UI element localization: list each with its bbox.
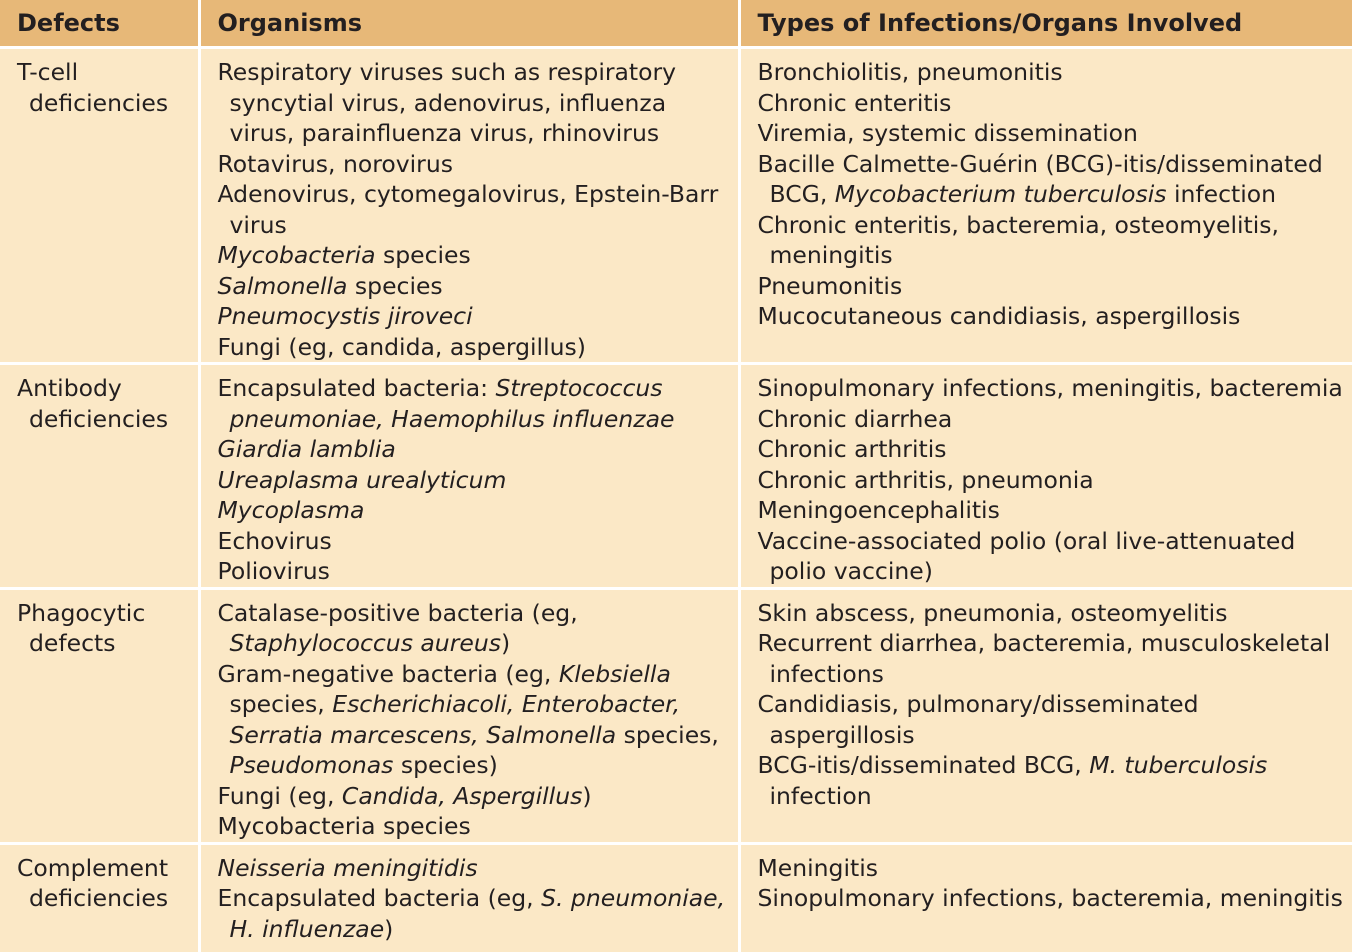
infection-line: [758, 434, 1345, 465]
infection-line: [758, 689, 1345, 750]
infection-cell: [739, 588, 1352, 843]
defect-label-line: deficiencies: [17, 883, 190, 914]
organism-line: [218, 179, 730, 240]
text-segment: Echovirus: [218, 527, 332, 555]
text-segment: species): [393, 751, 497, 779]
infection-line: [758, 495, 1345, 526]
defect-label-line: defects: [17, 628, 190, 659]
defect-label-line: Antibody: [17, 373, 190, 404]
italic-text-segment: Salmonella: [218, 272, 348, 300]
infection-line: [758, 404, 1345, 435]
organism-line: [218, 434, 730, 465]
organism-line: [218, 811, 730, 842]
text-segment: Candidiasis, pulmonary/disseminated aspergillosis: [758, 690, 1199, 749]
infection-line: [758, 210, 1345, 271]
text-segment: ): [582, 782, 591, 810]
text-segment: Encapsulated bacteria (eg,: [218, 884, 542, 912]
organism-line: [218, 301, 730, 332]
organism-line: [218, 556, 730, 587]
text-segment: Chronic diarrhea: [758, 405, 953, 433]
text-segment: Encapsulated bacteria:: [218, 374, 496, 402]
organism-line: [218, 883, 730, 944]
text-segment: species,: [230, 690, 333, 718]
organism-cell: [199, 48, 739, 364]
infection-line: [758, 88, 1345, 119]
table-row: [0, 843, 1352, 952]
italic-text-segment: Ureaplasma urealyticum: [218, 466, 507, 494]
text-segment: Respiratory viruses such as respiratory syncytial virus, adenovirus, influenza virus, parainfluenza virus, rhinovirus: [218, 58, 677, 147]
infection-line: [758, 271, 1345, 302]
text-segment: Bronchiolitis, pneumonitis: [758, 58, 1063, 86]
italic-text-segment: Mycobacterium tuberculosis: [835, 180, 1167, 208]
organism-line: [218, 271, 730, 302]
organism-line: [218, 659, 730, 781]
italic-text-segment: Streptococcus pneumoniae, Haemophilus influenzae: [230, 374, 675, 433]
defect-label-line: Complement: [17, 853, 190, 884]
text-segment: Meningitis: [758, 854, 878, 882]
text-segment: Mycobacteria species: [218, 812, 471, 840]
text-segment: Bacille Calmette-Guérin (BCG)-itis/disseminated BCG,: [758, 150, 1323, 209]
organism-line: [218, 853, 730, 884]
text-segment: Sinopulmonary infections, bacteremia, meningitis: [758, 884, 1343, 912]
table-body: [0, 48, 1352, 952]
organism-line: [218, 57, 730, 149]
table-row: [0, 48, 1352, 364]
text-segment: Chronic arthritis: [758, 435, 947, 463]
organism-line: [218, 781, 730, 812]
text-segment: Fungi (eg,: [218, 782, 342, 810]
text-segment: species: [375, 241, 470, 269]
text-segment: species: [347, 272, 442, 300]
defect-cell: [0, 588, 199, 843]
header-organisms: Organisms: [199, 0, 739, 48]
infection-line: [758, 465, 1345, 496]
infection-line: [758, 149, 1345, 210]
italic-text-segment: Candida, Aspergillus: [342, 782, 582, 810]
organism-cell: [199, 843, 739, 952]
italic-text-segment: Pneumocystis jiroveci: [218, 302, 473, 330]
organism-cell: [199, 364, 739, 589]
infection-line: [758, 373, 1345, 404]
infection-line: [758, 750, 1345, 811]
infection-cell: [739, 843, 1352, 952]
defect-cell: [0, 48, 199, 364]
text-segment: Meningoencephalitis: [758, 496, 1000, 524]
infection-line: [758, 301, 1345, 332]
italic-text-segment: Klebsiella: [559, 660, 671, 688]
italic-text-segment: Neisseria meningitidis: [218, 854, 478, 882]
organism-line: [218, 598, 730, 659]
table-row: [0, 588, 1352, 843]
text-segment: Chronic enteritis: [758, 89, 952, 117]
infection-line: [758, 526, 1345, 587]
header-row: [0, 0, 1352, 48]
organism-line: [218, 240, 730, 271]
text-segment: ): [501, 629, 510, 657]
header-defects: Defects: [0, 0, 199, 48]
defect-label-line: deficiencies: [17, 88, 190, 119]
infection-cell: [739, 48, 1352, 364]
text-segment: Chronic arthritis, pneumonia: [758, 466, 1094, 494]
organism-line: [218, 465, 730, 496]
infection-cell: [739, 364, 1352, 589]
infection-line: [758, 883, 1345, 914]
organism-line: [218, 373, 730, 434]
italic-text-segment: M. tuberculosis: [1089, 751, 1267, 779]
organism-cell: [199, 588, 739, 843]
italic-text-segment: Staphylococcus aureus: [230, 629, 501, 657]
text-segment: infection: [770, 782, 872, 810]
text-segment: Fungi (eg, candida, aspergillus): [218, 333, 586, 361]
infection-line: [758, 118, 1345, 149]
text-segment: Poliovirus: [218, 557, 330, 585]
defect-label-line: Phagocytic: [17, 598, 190, 629]
defect-label-line: T-cell: [17, 57, 190, 88]
text-segment: Mucocutaneous candidiasis, aspergillosis: [758, 302, 1241, 330]
infection-line: [758, 598, 1345, 629]
italic-text-segment: Escherichiacoli, Enterobacter, Serratia marcescens, Salmonella: [230, 690, 681, 749]
defect-label-line: deficiencies: [17, 404, 190, 435]
italic-text-segment: Mycobacteria: [218, 241, 376, 269]
text-segment: Chronic enteritis, bacteremia, osteomyelitis, meningitis: [758, 211, 1280, 270]
text-segment: Vaccine-associated polio (oral live-attenuated polio vaccine): [758, 527, 1296, 586]
infection-line: [758, 853, 1345, 884]
infection-line: [758, 628, 1345, 689]
text-segment: BCG-itis/disseminated BCG,: [758, 751, 1090, 779]
text-segment: Rotavirus, norovirus: [218, 150, 453, 178]
text-segment: Sinopulmonary infections, meningitis, bacteremia: [758, 374, 1343, 402]
text-segment: Gram-negative bacteria (eg,: [218, 660, 559, 688]
header-infections: Types of Infections/Organs Involved: [739, 0, 1352, 48]
italic-text-segment: S. pneumoniae, H. influenzae: [230, 884, 726, 943]
italic-text-segment: Mycoplasma: [218, 496, 365, 524]
text-segment: Viremia, systemic dissemination: [758, 119, 1138, 147]
italic-text-segment: Giardia lamblia: [218, 435, 396, 463]
italic-text-segment: Pseudomonas: [230, 751, 394, 779]
infection-line: [758, 57, 1345, 88]
text-segment: Catalase-positive bacteria (eg,: [218, 599, 578, 627]
text-segment: infection: [1167, 180, 1277, 208]
text-segment: Pneumonitis: [758, 272, 903, 300]
organism-line: [218, 149, 730, 180]
defect-cell: [0, 364, 199, 589]
organism-line: [218, 495, 730, 526]
organism-line: [218, 526, 730, 557]
text-segment: ): [384, 915, 393, 943]
text-segment: Recurrent diarrhea, bacteremia, musculoskeletal infections: [758, 629, 1331, 688]
text-segment: species,: [616, 721, 719, 749]
organism-line: [218, 332, 730, 363]
text-segment: Adenovirus, cytomegalovirus, Epstein-Barr virus: [218, 180, 719, 239]
text-segment: Skin abscess, pneumonia, osteomyelitis: [758, 599, 1228, 627]
table-row: [0, 364, 1352, 589]
defect-cell: [0, 843, 199, 952]
